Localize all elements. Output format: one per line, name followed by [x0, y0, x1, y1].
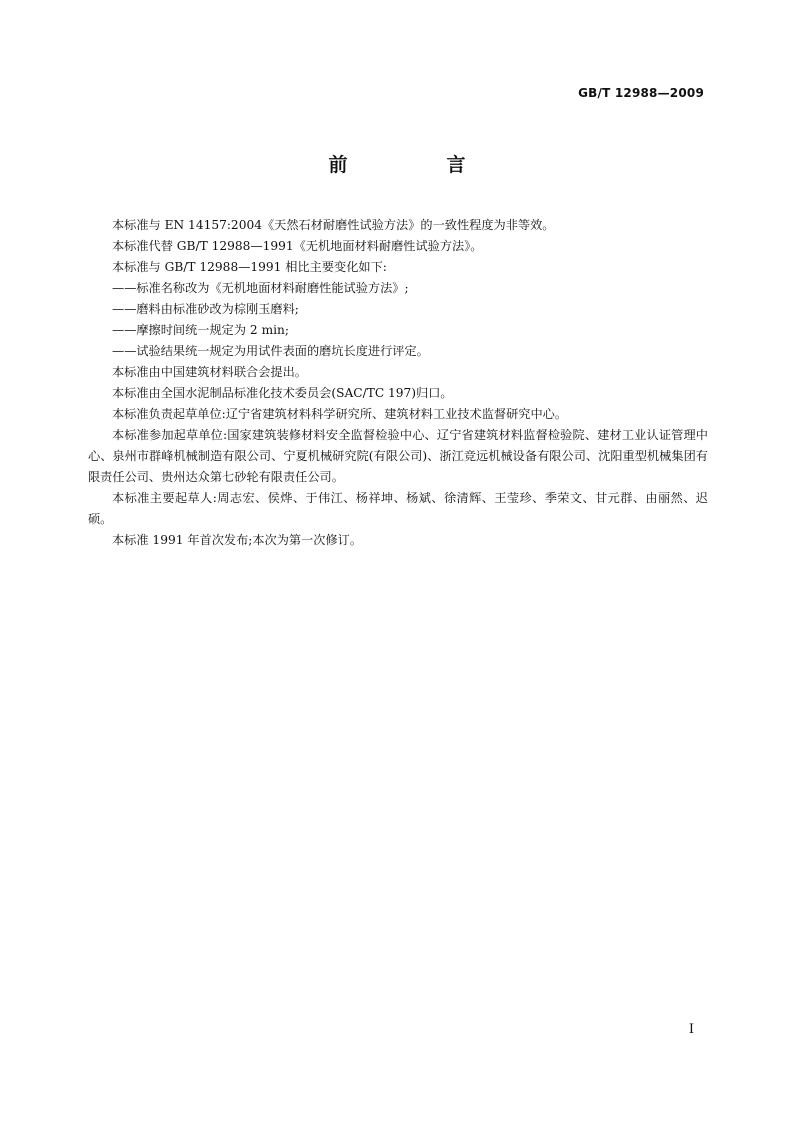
standard-code: GB/T 12988—2009 — [578, 86, 704, 100]
list-item-change-2: ——磨料由标准砂改为棕刚玉磨料; — [112, 302, 299, 316]
paragraph-equivalence: 本标准与 EN 14157:2004《天然石材耐磨性试验方法》的一致性程度为非等效。 — [112, 218, 555, 232]
foreword-body — [88, 215, 708, 551]
paragraph-replaces: 本标准代替 GB/T 12988—1991《无机地面材料耐磨性试验方法》。 — [112, 239, 483, 253]
paragraph-history: 本标准 1991 年首次发布;本次为第一次修订。 — [112, 533, 363, 547]
page-title: 前 言 — [328, 154, 506, 176]
paragraph-lead-drafters: 本标准负责起草单位:辽宁省建筑材料科学研究所、建筑材料工业技术监督研究中心。 — [112, 407, 568, 421]
list-item-change-4: ——试验结果统一规定为用试件表面的磨坑长度进行评定。 — [112, 344, 429, 358]
paragraph-main-drafters: 本标准主要起草人:周志宏、侯烨、于伟江、杨祥坤、杨斌、徐清辉、王莹珍、季荣文、甘元群、由丽然、迟硕。 — [88, 491, 708, 526]
paragraph-proposed-by: 本标准由中国建筑材料联合会提出。 — [112, 365, 307, 379]
paragraph-changes-intro: 本标准与 GB/T 12988—1991 相比主要变化如下: — [112, 260, 387, 274]
page-number: I — [688, 1022, 694, 1037]
list-item-change-3: ——摩擦时间统一规定为 2 min; — [112, 323, 289, 337]
paragraph-centralized-by: 本标准由全国水泥制品标准化技术委员会(SAC/TC 197)归口。 — [112, 386, 453, 400]
list-item-change-1: ——标准名称改为《无机地面材料耐磨性能试验方法》; — [112, 281, 409, 295]
paragraph-participating-drafters: 本标准参加起草单位:国家建筑装修材料安全监督检验中心、辽宁省建筑材料监督检验院、建材工业认证管理中心、泉州市群峰机械制造有限公司、宁夏机械研究院(有限公司)、浙江竞远机械设备有限公司、沈阳重型机械集团有限责任公司、贵州达众第七砂轮有限责任公司。 — [88, 428, 708, 484]
